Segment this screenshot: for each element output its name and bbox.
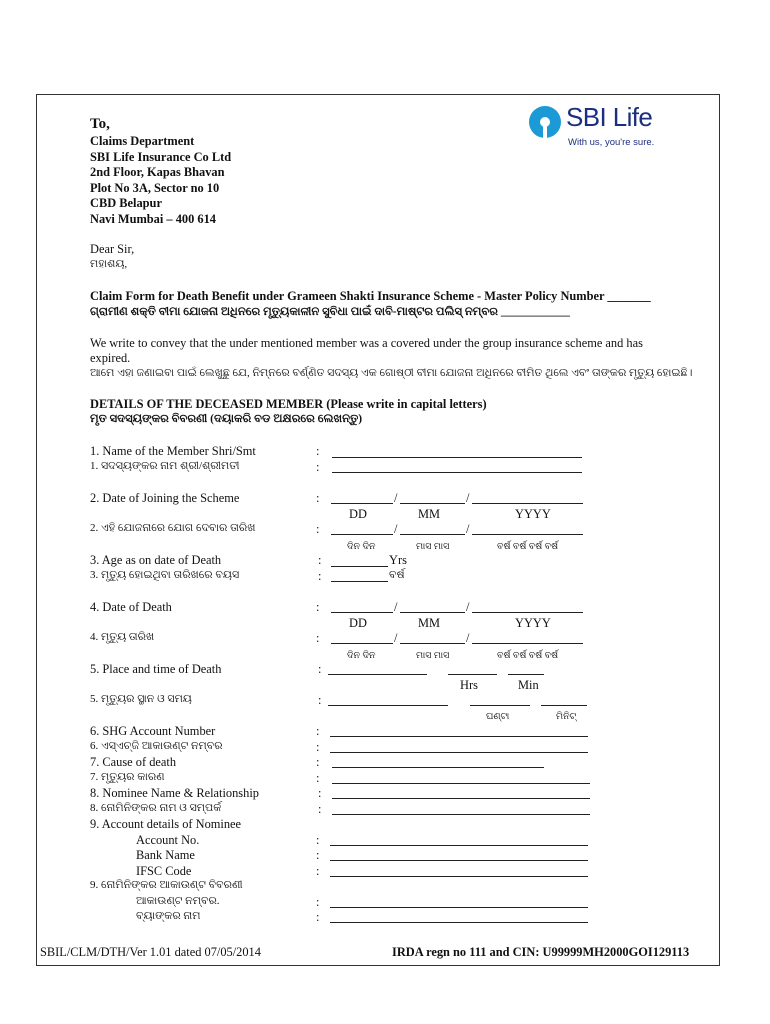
nominee-input-line[interactable]: [332, 798, 590, 799]
colon: :: [318, 569, 322, 583]
colon: :: [316, 895, 320, 909]
place-or-input-line[interactable]: [328, 705, 448, 706]
cause-input-line[interactable]: [332, 767, 544, 768]
mm-label-or: ମାସ ମାସ: [416, 651, 450, 661]
colon: :: [316, 848, 320, 862]
field-label-ifsc: IFSC Code: [136, 864, 192, 878]
name-or-input-line[interactable]: [332, 472, 582, 473]
colon: :: [318, 786, 322, 800]
dd-label: DD: [349, 616, 367, 630]
field-label-name: 1. Name of the Member Shri/Smt: [90, 444, 256, 458]
dod-mm-line[interactable]: [400, 612, 465, 613]
yyyy-label: YYYY: [515, 507, 551, 521]
field-label-account-details: 9. Account details of Nominee: [90, 817, 242, 831]
field-label-nominee: 8. Nominee Name & Relationship: [90, 786, 259, 800]
address-line: Claims Department: [90, 134, 195, 148]
bank-name-input-line[interactable]: [330, 860, 588, 861]
mm-label: MM: [418, 507, 441, 521]
intro-en: We write to convey that the under mentioned member was a covered under the group insurance scheme and has: [90, 336, 643, 350]
colon: :: [318, 802, 322, 816]
dd-label-or: ଦିନ ଦିନ: [347, 651, 376, 661]
field-label-dod: 4. Date of Death: [90, 600, 172, 614]
doj-or-yyyy-line[interactable]: [472, 534, 583, 535]
colon: :: [318, 553, 322, 567]
min-label: Min: [518, 678, 539, 692]
colon: :: [316, 522, 320, 536]
yyyy-label-or: ବର୍ଷ ବର୍ଷ ବର୍ଷ ବର୍ଷ: [497, 542, 559, 552]
sbi-life-logo: [528, 103, 662, 153]
hrs-input-line[interactable]: [448, 674, 497, 675]
colon: :: [316, 833, 320, 847]
yyyy-label-or: ବର୍ଷ ବର୍ଷ ବର୍ଷ ବର୍ଷ: [497, 651, 559, 661]
intro-or: ଆମେ ଏହା ଜଣାଇବା ପାଇଁ ଲେଖୁଛୁ ଯେ, ନିମ୍ନରେ ବର୍ଣ୍ଣିତ ସଦସ୍ୟ ଏକ ଗୋଷ୍ଠୀ ବୀମା ଯୋଜନା ଅଧିନରେ ବୀମିତ ଥିଲେ ଏବଂ ତାଙ୍କର ମୃତ୍ୟୁ ହୋଇଛି।: [90, 367, 693, 379]
min-label-or: ମିନିଟ୍: [556, 712, 577, 722]
address-line: 2nd Floor, Kapas Bhavan: [90, 165, 225, 179]
field-label-shg: 6. SHG Account Number: [90, 724, 216, 738]
field-label-place-or: 5. ମୃତ୍ୟୁର ସ୍ଥାନ ଓ ସମୟ: [90, 693, 192, 705]
footer-version: SBIL/CLM/DTH/Ver 1.01 dated 07/05/2014: [40, 945, 261, 959]
dod-or-yyyy-line[interactable]: [472, 643, 583, 644]
logo-tagline: With us, you're sure.: [568, 137, 655, 148]
field-label-bank-name-or: ବ୍ୟାଙ୍କର ନାମ: [136, 910, 201, 922]
colon: :: [316, 631, 320, 645]
hrs-label-or: ଘଣ୍ଟା: [486, 712, 510, 722]
bank-name-or-input-line[interactable]: [330, 922, 588, 923]
colon: :: [318, 662, 322, 676]
colon: :: [316, 740, 320, 754]
field-label-doj: 2. Date of Joining the Scheme: [90, 491, 240, 505]
colon: :: [316, 771, 320, 785]
colon: :: [316, 444, 320, 458]
yyyy-label: YYYY: [515, 616, 551, 630]
field-label-account-no: Account No.: [136, 833, 200, 847]
colon: :: [316, 724, 320, 738]
field-label-bank-name: Bank Name: [136, 848, 195, 862]
field-label-dod-or: 4. ମୃତ୍ୟୁ ତାରିଖ: [90, 631, 155, 643]
subject-en: Claim Form for Death Benefit under Grameen Shakti Insurance Scheme - Master Policy Number _______: [90, 289, 651, 303]
yrs-label: Yrs: [389, 553, 407, 567]
shg-or-input-line[interactable]: [330, 752, 588, 753]
field-label-name-or: 1. ସଦସ୍ୟଙ୍କର ନାମ ଶ୍ରୀ/ଶ୍ରୀମତୀ: [90, 460, 240, 472]
field-label-cause-or: 7. ମୃତ୍ୟୁର କାରଣ: [90, 771, 165, 783]
nominee-or-input-line[interactable]: [332, 814, 590, 815]
details-heading-or: ମୃତ ସଦସ୍ୟଙ୍କର ବିବରଣୀ (ଦୟାକରି ବଡ ଅକ୍ଷରରେ ଲେଖନ୍ତୁ): [90, 413, 363, 425]
doj-mm-line[interactable]: [400, 503, 465, 504]
colon: :: [316, 460, 320, 474]
dod-or-dd-line[interactable]: [331, 643, 393, 644]
doj-yyyy-line[interactable]: [472, 503, 583, 504]
field-label-age: 3. Age as on date of Death: [90, 553, 222, 567]
field-label-shg-or: 6. ଏସ୍‌ଏଚ୍‌ଜି ଆକାଉଣ୍ଟ ନମ୍ବର: [90, 740, 223, 752]
mm-label: MM: [418, 616, 441, 630]
place-input-line[interactable]: [328, 674, 427, 675]
logo-wordmark: SBI Life: [566, 102, 653, 132]
dod-dd-line[interactable]: [331, 612, 393, 613]
footer-cin: IRDA regn no 111 and CIN: U99999MH2000GOI129113: [392, 945, 690, 959]
field-label-doj-or: 2. ଏହି ଯୋଜନାରେ ଯୋଗ ଦେବାର ତାରିଖ: [90, 522, 256, 534]
colon: :: [316, 755, 320, 769]
cause-or-input-line[interactable]: [332, 783, 590, 784]
min-or-input-line[interactable]: [541, 705, 587, 706]
address-line: SBI Life Insurance Co Ltd: [90, 150, 232, 164]
address-line: Navi Mumbai – 400 614: [90, 212, 216, 226]
doj-or-dd-line[interactable]: [331, 534, 393, 535]
to-label: To,: [90, 116, 110, 132]
colon: :: [316, 600, 320, 614]
field-label-account-details-or: 9. ନୋମିନିଙ୍କର ଆକାଉଣ୍ଟ ବିବରଣୀ: [90, 879, 243, 891]
hrs-label: Hrs: [460, 678, 478, 692]
salutation-or: ମହାଶୟ,: [90, 258, 128, 270]
colon: :: [318, 693, 322, 707]
min-input-line[interactable]: [508, 674, 544, 675]
account-no-or-input-line[interactable]: [330, 907, 588, 908]
field-label-age-or: 3. ମୃତ୍ୟୁ ହୋଇଥିବା ତାରିଖରେ ବୟସ: [90, 569, 240, 581]
details-heading-en: DETAILS OF THE DECEASED MEMBER (Please write in capital letters): [90, 397, 487, 411]
address-line: Plot No 3A, Sector no 10: [90, 181, 220, 195]
sbi-keyhole-icon: [528, 105, 562, 139]
mm-label-or: ମାସ ମାସ: [416, 542, 450, 552]
subject-or: ଗ୍ରାମୀଣ ଶକ୍ତି ବୀମା ଯୋଜନା ଅଧିନରେ ମୃତ୍ୟୁକାଳୀନ ସୁବିଧା ପାଇଁ ଦାବି-ମାଷ୍ଟର ପଲିସ୍ ନମ୍ବର ____________: [90, 306, 570, 318]
doj-dd-line[interactable]: [331, 503, 393, 504]
age-or-input-line[interactable]: [331, 581, 388, 582]
yrs-label-or: ବର୍ଷ: [389, 569, 405, 581]
account-no-input-line[interactable]: [330, 845, 588, 846]
colon: :: [316, 491, 320, 505]
dod-yyyy-line[interactable]: [472, 612, 583, 613]
colon: :: [316, 864, 320, 878]
intro-en-cont: expired.: [90, 351, 131, 365]
salutation-en: Dear Sir,: [90, 242, 135, 256]
address-line: CBD Belapur: [90, 196, 162, 210]
field-label-cause: 7. Cause of death: [90, 755, 177, 769]
name-input-line[interactable]: [332, 457, 582, 458]
field-label-account-no-or: ଆକାଉଣ୍ଟ ନମ୍ବର.: [136, 895, 220, 907]
hrs-or-input-line[interactable]: [470, 705, 530, 706]
age-input-line[interactable]: [331, 566, 388, 567]
doj-or-mm-line[interactable]: [400, 534, 465, 535]
shg-input-line[interactable]: [330, 736, 588, 737]
field-label-nominee-or: 8. ନୋମିନିଙ୍କର ନାମ ଓ ସମ୍ପର୍କ: [90, 802, 222, 814]
field-label-place: 5. Place and time of Death: [90, 662, 222, 676]
ifsc-input-line[interactable]: [330, 876, 588, 877]
dd-label-or: ଦିନ ଦିନ: [347, 542, 376, 552]
dod-or-mm-line[interactable]: [400, 643, 465, 644]
colon: :: [316, 910, 320, 924]
dd-label: DD: [349, 507, 367, 521]
